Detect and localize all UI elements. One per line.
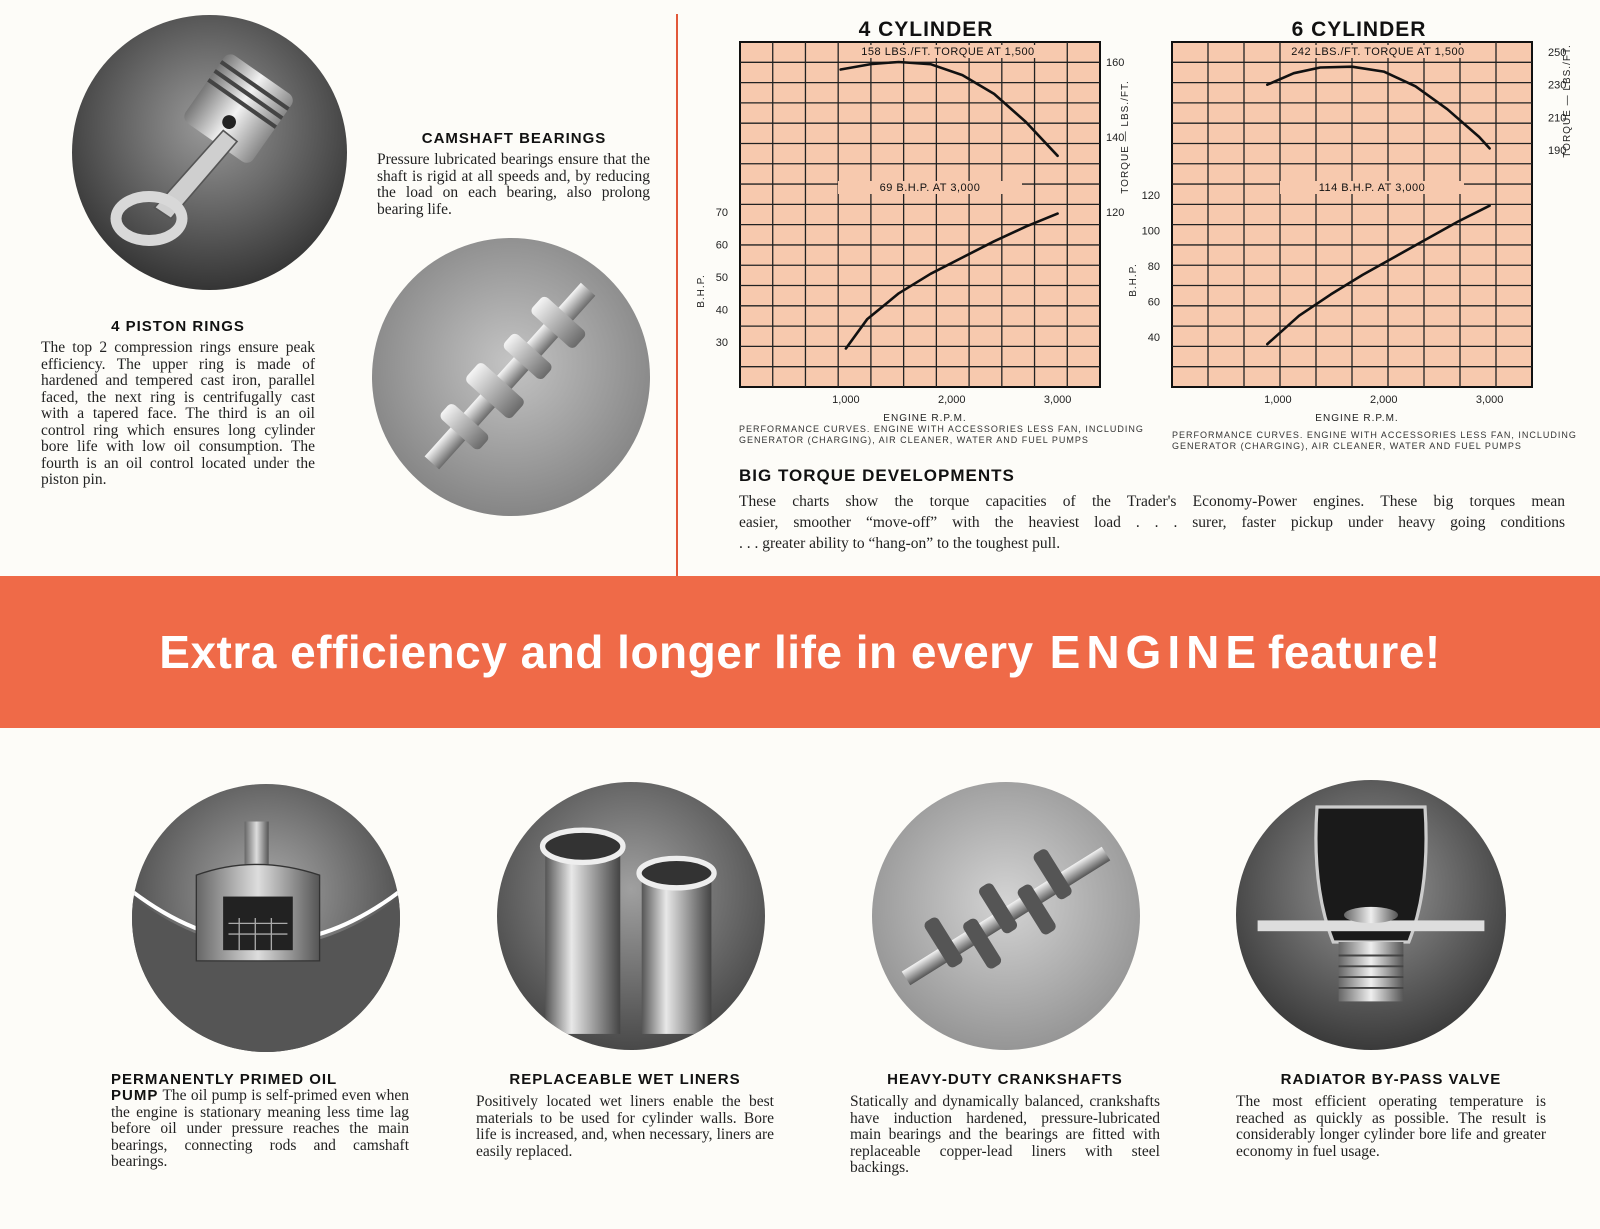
chart-4cyl — [690, 38, 1140, 458]
headline-banner — [0, 576, 1600, 728]
right-tick-label: 210 — [1548, 112, 1567, 125]
bypass-valve-title: RADIATOR BY-PASS VALVE — [1280, 1071, 1502, 1088]
left-axis-label: B.H.P. — [696, 274, 707, 308]
x-tick-label: 2,000 — [1369, 394, 1398, 406]
camshaft-text: Pressure lubricated bearings ensure that the shaft is rigid at all speeds and, by reducing the load on each bearing, also prolong bearing life. — [377, 151, 650, 218]
right-tick-label: 140 — [1106, 132, 1125, 144]
torque-text-line-3: . . . greater ability to “hang-on” to the toughest pull. — [739, 535, 1061, 552]
wet-liners-text: Positively located wet liners enable the best materials to be used for cylinder walls. Bore life is increased, and, when necessary, liners are easily replaced. — [476, 1093, 774, 1160]
crankshaft-photo — [872, 782, 1140, 1050]
oil-pump-description: The oil pump is self-primed even when the engine is stationary meaning less time lag before oil under pressure reaches the main bearings, connecting rods and camshaft bearings. — [111, 1087, 409, 1170]
torque-section-title: BIG TORQUE DEVELOPMENTS — [739, 466, 1015, 485]
x-axis-label: ENGINE R.P.M. — [1315, 413, 1399, 424]
piston-photo — [72, 15, 347, 290]
piston-icon — [72, 15, 347, 290]
left-tick-label: 70 — [715, 207, 728, 219]
column-divider — [676, 14, 678, 576]
right-tick-label: 120 — [1106, 207, 1125, 219]
piston-rings-text: The top 2 compression rings ensure peak efficiency. The upper ring is made of hardened and tempered cast iron, parallel faced, the next ring is centrifugally cast with a tapered face. The third is an oil control ring which ensures long cylinder bore life with low oil consumption. The fourth is an oil control located under the piston pin. — [41, 339, 315, 488]
right-tick-label: 190 — [1548, 145, 1567, 157]
chart-4cyl-footnote-1: PERFORMANCE CURVES. ENGINE WITH ACCESSORIES LESS FAN, INCLUDING — [739, 424, 1144, 434]
x-tick-label: 1,000 — [1264, 394, 1292, 406]
x-tick-label: 3,000 — [1475, 394, 1504, 406]
headline — [0, 576, 1600, 728]
left-axis-label: B.H.P. — [1128, 263, 1139, 297]
piston-rings-title: 4 PISTON RINGS — [111, 318, 245, 335]
radiator-valve-icon — [1236, 780, 1506, 1050]
oil-pump-icon — [132, 784, 400, 1052]
right-axis-label: TORQUE — LBS./FT. — [1120, 80, 1131, 194]
x-tick-label: 2,000 — [937, 394, 966, 406]
left-tick-label: 40 — [1147, 332, 1160, 344]
headline-pre: Extra efficiency and longer life in every — [159, 626, 1034, 678]
x-tick-label: 3,000 — [1043, 394, 1072, 406]
chart-4cyl-footnote-2: GENERATOR (CHARGING), AIR CLEANER, WATER AND FUEL PUMPS — [739, 435, 1089, 445]
right-tick-label: 160 — [1106, 57, 1125, 69]
right-tick-label: 230 — [1548, 79, 1567, 92]
chart-plot-area — [740, 42, 1100, 387]
left-tick-label: 50 — [715, 272, 728, 284]
chart-6cyl-title: 6 CYLINDER — [1291, 18, 1427, 41]
camshaft-photo — [372, 238, 650, 516]
oil-pump-title: PERMANENTLY PRIMED OIL — [111, 1071, 338, 1088]
x-tick-label: 1,000 — [832, 394, 860, 406]
bypass-valve-text: The most efficient operating temperature is reached as quickly as possible. The result is considerably longer cylinder bore life and greater economy in fuel usage. — [1236, 1093, 1546, 1160]
bhp-peak-label: 69 B.H.P. AT 3,000 — [879, 182, 981, 194]
crankshafts-title: HEAVY-DUTY CRANKSHAFTS — [887, 1071, 1123, 1088]
torque-peak-label: 242 LBS./FT. TORQUE AT 1,500 — [1291, 46, 1465, 58]
chart-6cyl-footnote-2: GENERATOR (CHARGING), AIR CLEANER, WATER AND FUEL PUMPS — [1172, 441, 1522, 451]
bhp-peak-label: 114 B.H.P. AT 3,000 — [1318, 182, 1426, 194]
left-tick-label: 100 — [1141, 225, 1160, 238]
right-axis-label: TORQUE — LBS./FT. — [1562, 44, 1573, 158]
wet-liners-title: REPLACEABLE WET LINERS — [509, 1071, 741, 1088]
torque-text-line-2: easier, smoother “move-off” with the heaviest load . . . surer, faster pickup under heavy going conditions — [739, 514, 1565, 531]
torque-text-line-1: These charts show the torque capacities of the Trader's Economy-Power engines. These big torques mean — [739, 493, 1565, 510]
cylinder-liners-photo — [497, 782, 765, 1050]
camshaft-title: CAMSHAFT BEARINGS — [421, 130, 607, 147]
left-tick-label: 60 — [715, 239, 728, 252]
chart-4cyl-title: 4 CYLINDER — [858, 18, 994, 41]
cylinder-liners-icon — [497, 782, 765, 1050]
chart-6cyl — [1122, 38, 1592, 458]
left-tick-label: 120 — [1141, 190, 1160, 202]
oil-pump-text — [111, 1088, 409, 1171]
headline-post: feature! — [1268, 626, 1441, 678]
torque-peak-label: 158 LBS./FT. TORQUE AT 1,500 — [861, 46, 1035, 58]
headline-emphasis: ENGINE — [1049, 626, 1263, 678]
camshaft-icon — [372, 238, 650, 516]
oil-pump-photo — [132, 784, 400, 1052]
left-tick-label: 80 — [1147, 261, 1160, 273]
x-axis-label: ENGINE R.P.M. — [883, 413, 967, 424]
left-tick-label: 40 — [715, 304, 728, 317]
left-tick-label: 30 — [715, 337, 728, 349]
crankshaft-icon — [872, 782, 1140, 1050]
oil-pump-title-continued: PUMP — [111, 1087, 159, 1104]
left-tick-label: 60 — [1147, 296, 1160, 309]
crankshafts-text: Statically and dynamically balanced, crankshafts have induction hardened, pressure-lubricated main bearings and the bearings are fitted with replaceable copper-lead liners with steel backings. — [850, 1093, 1160, 1176]
radiator-valve-photo — [1236, 780, 1506, 1050]
right-tick-label: 250 — [1548, 47, 1567, 59]
chart-6cyl-footnote-1: PERFORMANCE CURVES. ENGINE WITH ACCESSORIES LESS FAN, INCLUDING — [1172, 430, 1577, 440]
